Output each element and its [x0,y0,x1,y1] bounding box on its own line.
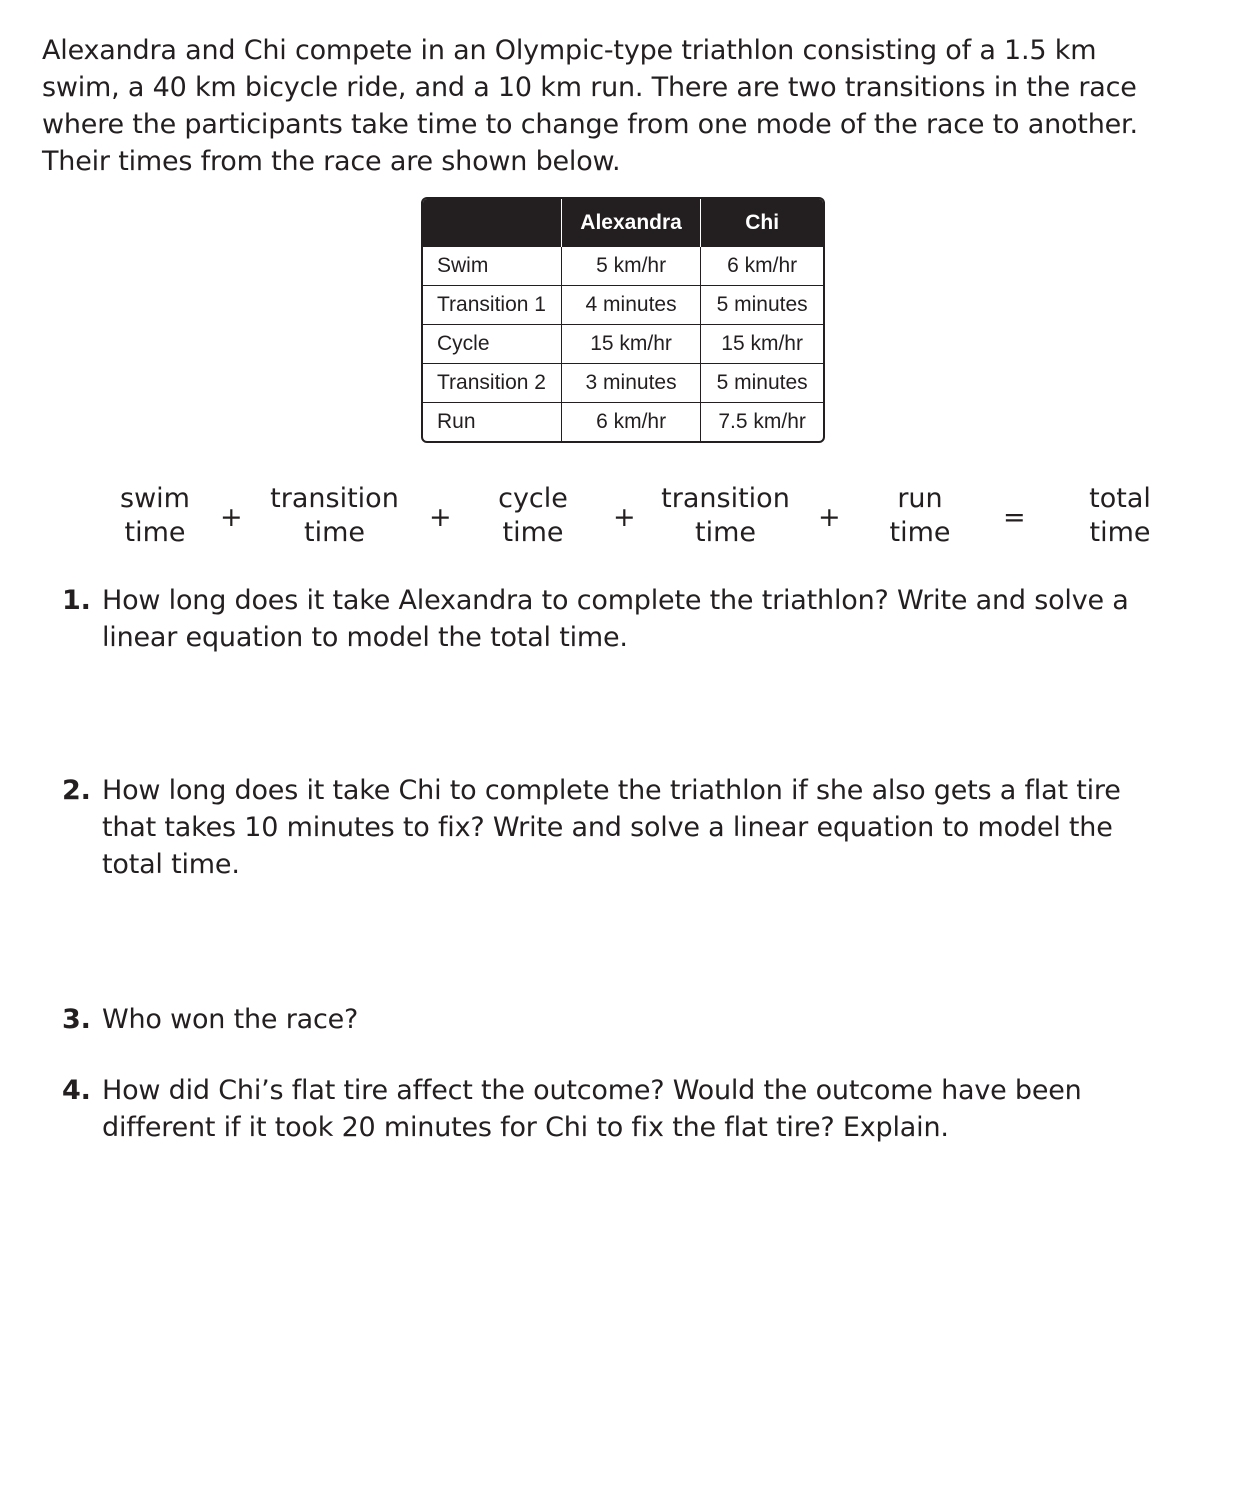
term-bottom: time [1089,517,1151,548]
question-number: 3. [62,1004,91,1035]
question-1 [62,582,1212,656]
intro-paragraph [42,32,1222,180]
table-row [423,286,823,325]
question-line: How long does it take Chi to complete the triathlon if she also gets a flat tire [102,775,1121,806]
question-3 [62,1001,1212,1038]
race-table [423,199,823,441]
row-label: Swim [423,247,561,286]
question-line: that takes 10 minutes to fix? Write and solve a linear equation to model the [102,812,1113,843]
question-number: 2. [62,775,91,806]
header-cell-chi: Chi [701,199,823,247]
term-top: transition [270,483,399,514]
equals-operator: = [1003,502,1026,533]
table-row [423,364,823,403]
run-time-term [882,482,958,550]
question-number: 1. [62,585,91,616]
total-time-term [1080,482,1160,550]
alexandra-value: 15 km/hr [561,325,700,364]
table-header-row [423,199,823,247]
term-top: cycle [498,483,568,514]
question-number: 4. [62,1075,91,1106]
term-bottom: time [303,517,365,548]
question-line: How did Chi’s flat tire affect the outcome? Would the outcome have been [102,1075,1082,1106]
alexandra-value: 4 minutes [561,286,700,325]
alexandra-value: 6 km/hr [561,403,700,442]
swim-time-term [112,482,198,550]
question-line: different if it took 20 minutes for Chi to fix the flat tire? Explain. [102,1112,949,1143]
header-cell-empty [423,199,561,247]
term-bottom: time [502,517,564,548]
term-bottom: time [889,517,951,548]
alexandra-value: 3 minutes [561,364,700,403]
question-line: Who won the race? [102,1004,359,1035]
term-top: swim [120,483,190,514]
row-label: Run [423,403,561,442]
term-top: run [897,483,943,514]
row-label: Transition 2 [423,364,561,403]
intro-line: swim, a 40 km bicycle ride, and a 10 km run. There are two transitions in the race [42,72,1137,103]
transition-time-term [262,482,407,550]
alexandra-value: 5 km/hr [561,247,700,286]
plus-operator: + [818,502,841,533]
intro-line: Their times from the race are shown below. [42,146,621,177]
question-line: linear equation to model the total time. [102,622,628,653]
table-row [423,325,823,364]
question-line: total time. [102,849,240,880]
term-bottom: time [124,517,186,548]
chi-value: 5 minutes [701,286,823,325]
term-top: transition [661,483,790,514]
question-line: How long does it take Alexandra to complete the triathlon? Write and solve a [102,585,1129,616]
plus-operator: + [220,502,243,533]
row-label: Transition 1 [423,286,561,325]
chi-value: 6 km/hr [701,247,823,286]
header-cell-alexandra: Alexandra [561,199,700,247]
question-4 [62,1072,1212,1146]
transition-time-term [653,482,798,550]
cycle-time-term [492,482,574,550]
question-2 [62,772,1212,883]
plus-operator: + [429,502,452,533]
table-row [423,247,823,286]
chi-value: 7.5 km/hr [701,403,823,442]
intro-line: where the participants take time to change from one mode of the race to another. [42,109,1138,140]
intro-line: Alexandra and Chi compete in an Olympic-type triathlon consisting of a 1.5 km [42,35,1097,66]
table-row [423,403,823,442]
term-top: total [1089,483,1151,514]
row-label: Cycle [423,325,561,364]
term-bottom: time [694,517,756,548]
race-times-table [421,197,825,443]
chi-value: 15 km/hr [701,325,823,364]
chi-value: 5 minutes [701,364,823,403]
plus-operator: + [613,502,636,533]
